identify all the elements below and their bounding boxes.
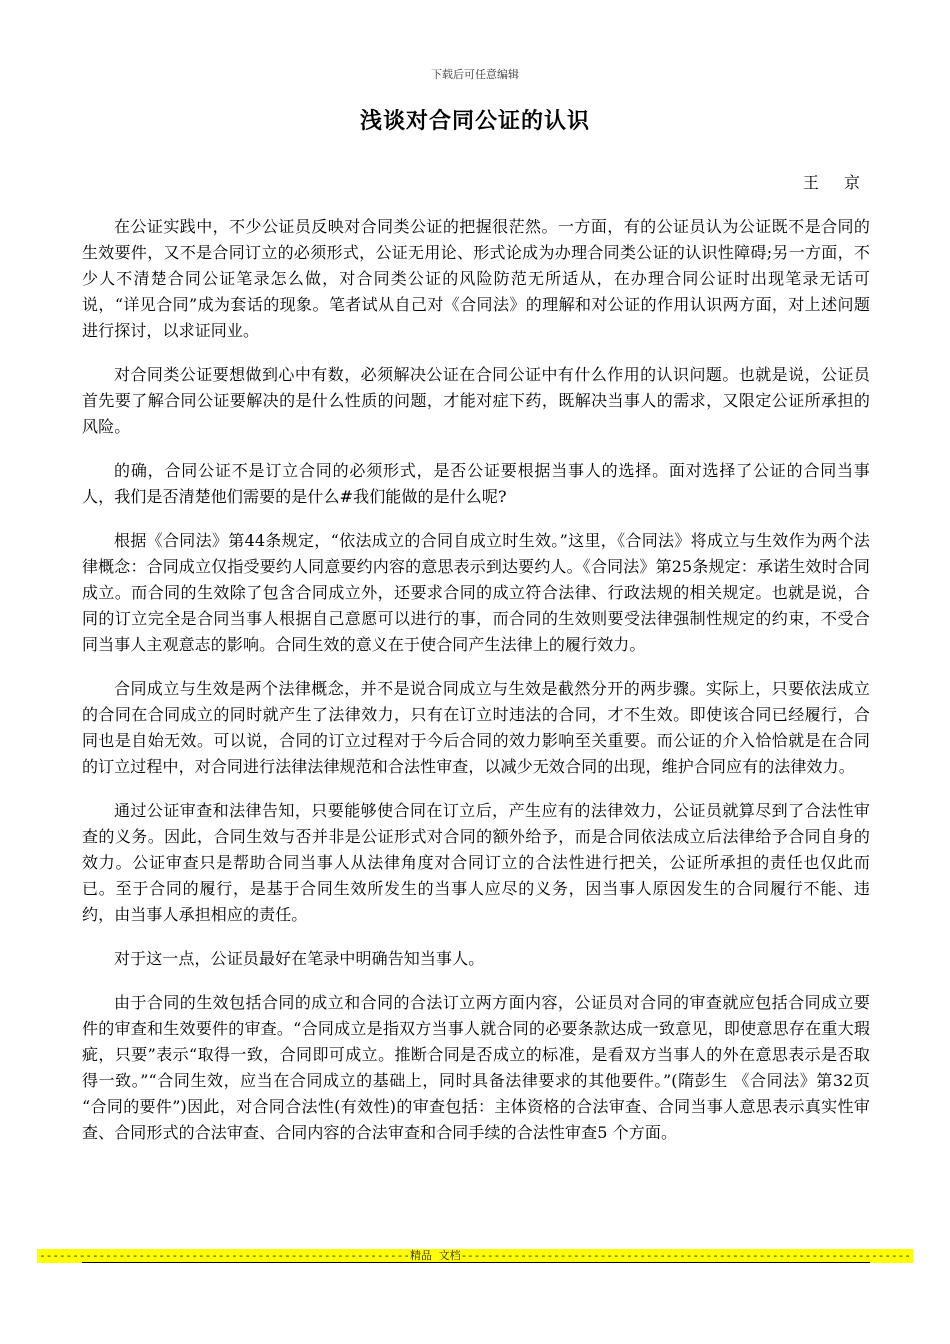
document-title: 浅谈对合同公证的认识: [359, 108, 590, 134]
paragraph-3: 的确，合同公证不是订立合同的必须形式，是否公证要根据当事人的选择。面对选择了公证的合同当事人，我们是否清楚他们需要的是什么#我们能做的是什么呢?: [82, 461, 870, 506]
author-name: 王 京: [802, 173, 870, 192]
footer: [0, 1244, 950, 1263]
paragraph-7: 对于这一点，公证员最好在笔录中明确告知当事人。: [114, 949, 485, 968]
paragraph-4: 根据《合同法》第44条规定，“依法成立的合同自成立时生效。”这里，《合同法》将成立与生效作为两个法律概念：合同成立仅指受要约人同意要约内容的意思表示到达要约人。《合同法》第25条规定：承诺生效时合同成立。而合同的生效除了包含合同成立外，还要求合同的成立符合法律、行政法规的相关规定。也就是说，合同的订立完全是合同当事人根据自己意愿可以进行的事，而合同的生效则要受法律强制性规定的约束，不受合同当事人主观意志的影响。合同生效的意义在于使合同产生法律上的履行效力。: [82, 531, 870, 654]
footer-label: --------------------------------------------------------精品 文档--------------------------------------------------------------------: [39, 1249, 911, 1262]
paragraph-6: 通过公证审查和法律告知，只要能够使合同在订立后，产生应有的法律效力，公证员就算尽到了合法性审查的义务。因此，合同生效与否并非是公证形式对合同的额外给予，而是合同依法成立后法律给予合同自身的效力。公证审查只是帮助合同当事人从法律角度对合同订立的合法性进行把关，公证所承担的责任也仅此而已。至于合同的履行，是基于合同生效所发生的当事人应尽的义务，因当事人原因发生的合同履行不能、违约，由当事人承担相应的责任。: [82, 801, 870, 924]
footer-rule: [82, 1262, 870, 1263]
paragraph-2: 对合同类公证要想做到心中有数，必须解决公证在合同公证中有什么作用的认识问题。也就是说，公证员首先要了解合同公证要解决的是什么性质的问题，才能对症下药，既解决当事人的需求，又限定公证所承担的风险。: [82, 365, 870, 436]
paragraph-5: 合同成立与生效是两个法律概念，并不是说合同成立与生效是截然分开的两步骤。实际上，只要依法成立的合同在合同成立的同时就产生了法律效力，只有在订立时违法的合同，才不生效。即使该合同已经履行，合同也是自始无效。可以说，合同的订立过程对于今后合同的效力影响至关重要。而公证的介入恰恰就是在合同的订立过程中，对合同进行法律法律规范和合法性审查，以减少无效合同的出现，维护合同应有的法律效力。: [82, 679, 870, 776]
document-body: [82, 214, 870, 1164]
header-note: 下载后可任意编辑: [431, 68, 519, 81]
paragraph-1: 在公证实践中，不少公证员反映对合同类公证的把握很茫然。一方面，有的公证员认为公证既不是合同的生效要件，又不是合同订立的必须形式，公证无用论、形式论成为办理合同类公证的认识性障碍;另一方面，不少人不清楚合同公证笔录怎么做，对合同类公证的风险防范无所适从，在办理合同公证时出现笔录无话可说，“详见合同”成为套话的现象。笔者试从自己对《合同法》的理解和对公证的作用认识两方面，对上述问题进行探讨，以求证同业。: [82, 217, 870, 340]
paragraph-8: 由于合同的生效包括合同的成立和合同的合法订立两方面内容，公证员对合同的审查就应包括合同成立要件的审查和生效要件的审查。“合同成立是指双方当事人就合同的必要条款达成一致意见，即使意思存在重大瑕疵，只要”表示“取得一致，合同即可成立。推断合同是否成立的标准，是看双方当事人的外在意思表示是否取得一致。”“合同生效，应当在合同成立的基础上，同时具备法律要求的其他要件。”(隋彭生 《合同法》第32页 “合同的要件”)因此，对合同合法性(有效性)的审查包括：主体资格的合法审查、合同当事人意思表示真实性审查、合同形式的合法审查、合同内容的合法审查和合同手续的合法性审查5 个方面。: [82, 993, 870, 1142]
